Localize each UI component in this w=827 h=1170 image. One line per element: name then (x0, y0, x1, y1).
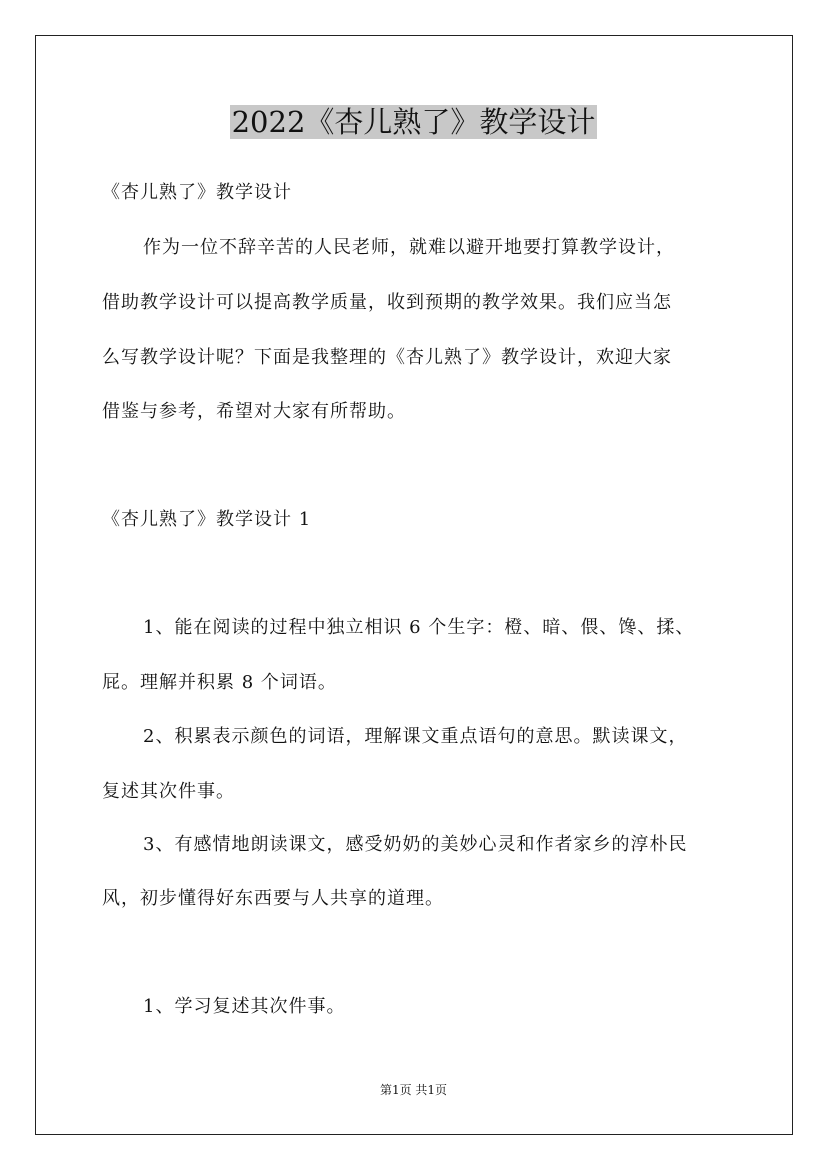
goal-line: 2、积累表示颜色的词语，理解课文重点语句的意思。默读课文， (143, 726, 688, 747)
document-title (0, 100, 827, 144)
document-heading: 《杏儿熟了》教学设计 (102, 182, 292, 203)
goal-line: 屁。理解并积累 8 个词语。 (102, 672, 337, 693)
goal-line: 1、能在阅读的过程中独立相识 6 个生字：橙、暗、偎、馋、揉、 (143, 617, 695, 638)
document-title-text: 2022《杏儿熟了》教学设计 (231, 105, 596, 139)
goal-line: 风，初步懂得好东西要与人共享的道理。 (102, 888, 444, 909)
goal-line: 复述其次件事。 (102, 781, 235, 802)
goal-line: 3、有感情地朗读课文，感受奶奶的美妙心灵和作者家乡的淳朴民 (143, 834, 688, 855)
intro-line: 借助教学设计可以提高教学质量，收到预期的教学效果。我们应当怎 (102, 292, 672, 313)
intro-line: 作为一位不辞辛苦的人民老师，就难以避开地要打算教学设计， (143, 237, 675, 258)
intro-line: 借鉴与参考，希望对大家有所帮助。 (102, 401, 406, 422)
intro-line: 么写教学设计呢？下面是我整理的《杏儿熟了》教学设计，欢迎大家 (102, 347, 672, 368)
section-title: 《杏儿熟了》教学设计 1 (102, 509, 312, 530)
focus-line: 1、学习复述其次件事。 (143, 996, 346, 1017)
page-footer: 第1页 共1页 (379, 1083, 448, 1097)
